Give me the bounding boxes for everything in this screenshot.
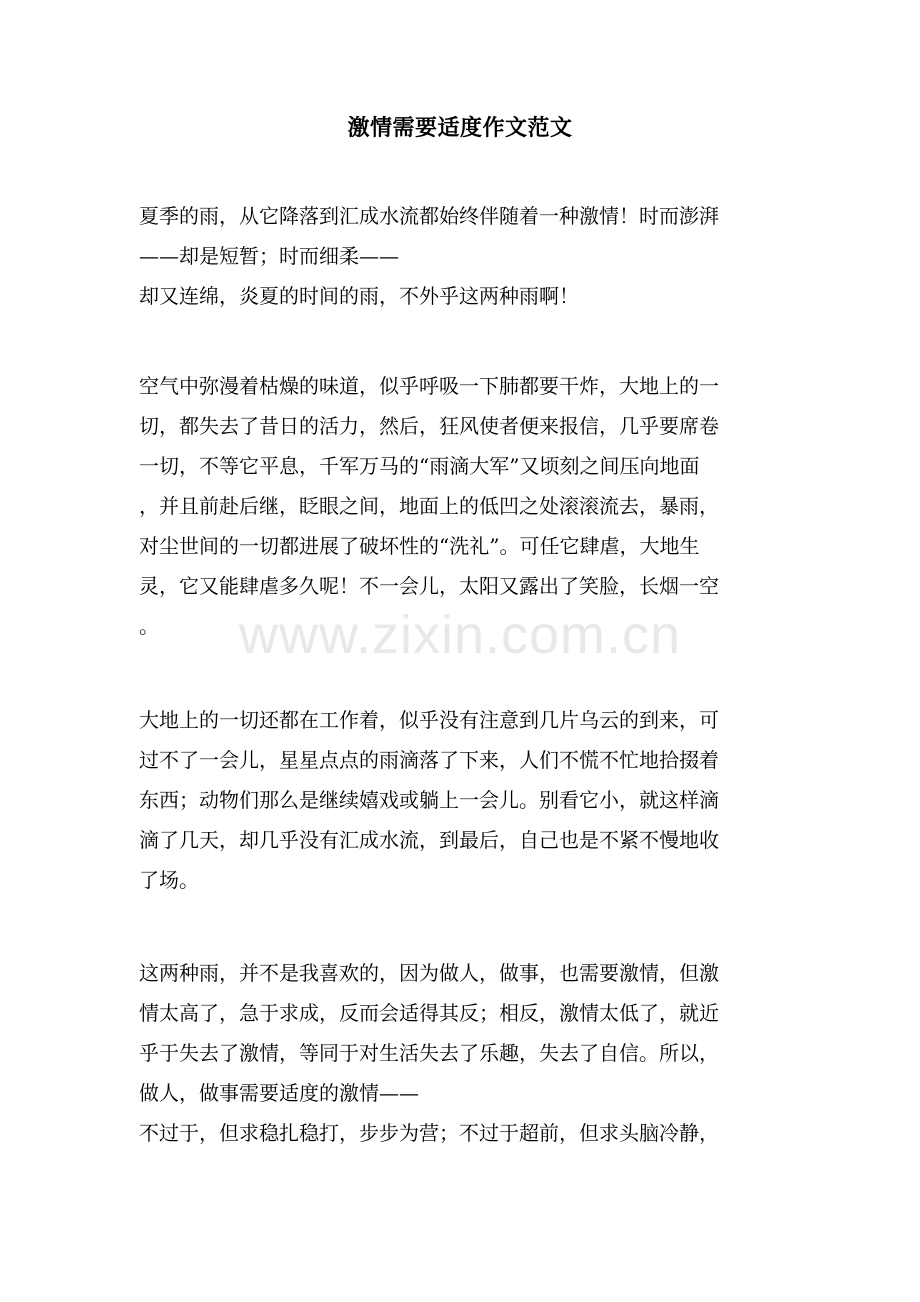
paragraph-line: ——却是短暂；时而细柔—— — [139, 244, 399, 268]
paragraph-line: 空气中弥漫着枯燥的味道，似乎呼吸一下肺都要干炸，大地上的一 — [139, 374, 719, 398]
paragraph-line: 乎于失去了激情，等同于对生活失去了乐趣，失去了自信。所以， — [139, 1041, 719, 1065]
paragraph-line: ，并且前赴后继，眨眼之间，地面上的低凹之处滚滚流去，暴雨， — [139, 494, 719, 518]
paragraph-line: 。 — [139, 614, 159, 638]
paragraph-line: 情太高了，急于求成，反而会适得其反；相反，激情太低了，就近 — [139, 1001, 719, 1025]
document-title: 激情需要适度作文范文 — [347, 115, 573, 141]
paragraph-line: 大地上的一切还都在工作着，似乎没有注意到几片乌云的到来，可 — [139, 708, 719, 732]
paragraph-line: 这两种雨，并不是我喜欢的，因为做人，做事，也需要激情，但激 — [139, 961, 719, 985]
paragraph-line: 灵，它又能肆虐多久呢！不一会儿，太阳又露出了笑脸，长烟一空 — [139, 574, 719, 598]
paragraph-1 — [139, 196, 779, 316]
paragraph-line: 却又连绵，炎夏的时间的雨，不外乎这两种雨啊！ — [139, 284, 579, 308]
paragraph-line: 切，都失去了昔日的活力，然后，狂风使者便来报信，几乎要席卷 — [139, 414, 719, 438]
watermark: www.zixin.com.cn — [238, 605, 682, 665]
paragraph-3 — [139, 700, 779, 900]
paragraph-line: 滴了几天，却几乎没有汇成水流，到最后，自己也是不紧不慢地收 — [139, 828, 719, 852]
paragraph-line: 对尘世间的一切都进展了破坏性的“洗礼”。可任它肆虐，大地生 — [139, 534, 700, 558]
paragraph-line: 做人，做事需要适度的激情—— — [139, 1081, 419, 1105]
paragraph-4 — [139, 953, 779, 1153]
paragraph-line: 过不了一会儿，星星点点的雨滴落了下来，人们不慌不忙地拾掇着 — [139, 748, 719, 772]
paragraph-line: 不过于，但求稳扎稳打，步步为营；不过于超前，但求头脑冷静， — [139, 1121, 719, 1145]
paragraph-line: 东西；动物们那么是继续嬉戏或躺上一会儿。别看它小，就这样滴 — [139, 788, 719, 812]
paragraph-line: 夏季的雨，从它降落到汇成水流都始终伴随着一种激情！时而澎湃 — [139, 204, 719, 228]
paragraph-line: 了场。 — [139, 868, 199, 892]
paragraph-line: 一切，不等它平息，千军万马的“雨滴大军”又顷刻之间压向地面 — [139, 454, 700, 478]
